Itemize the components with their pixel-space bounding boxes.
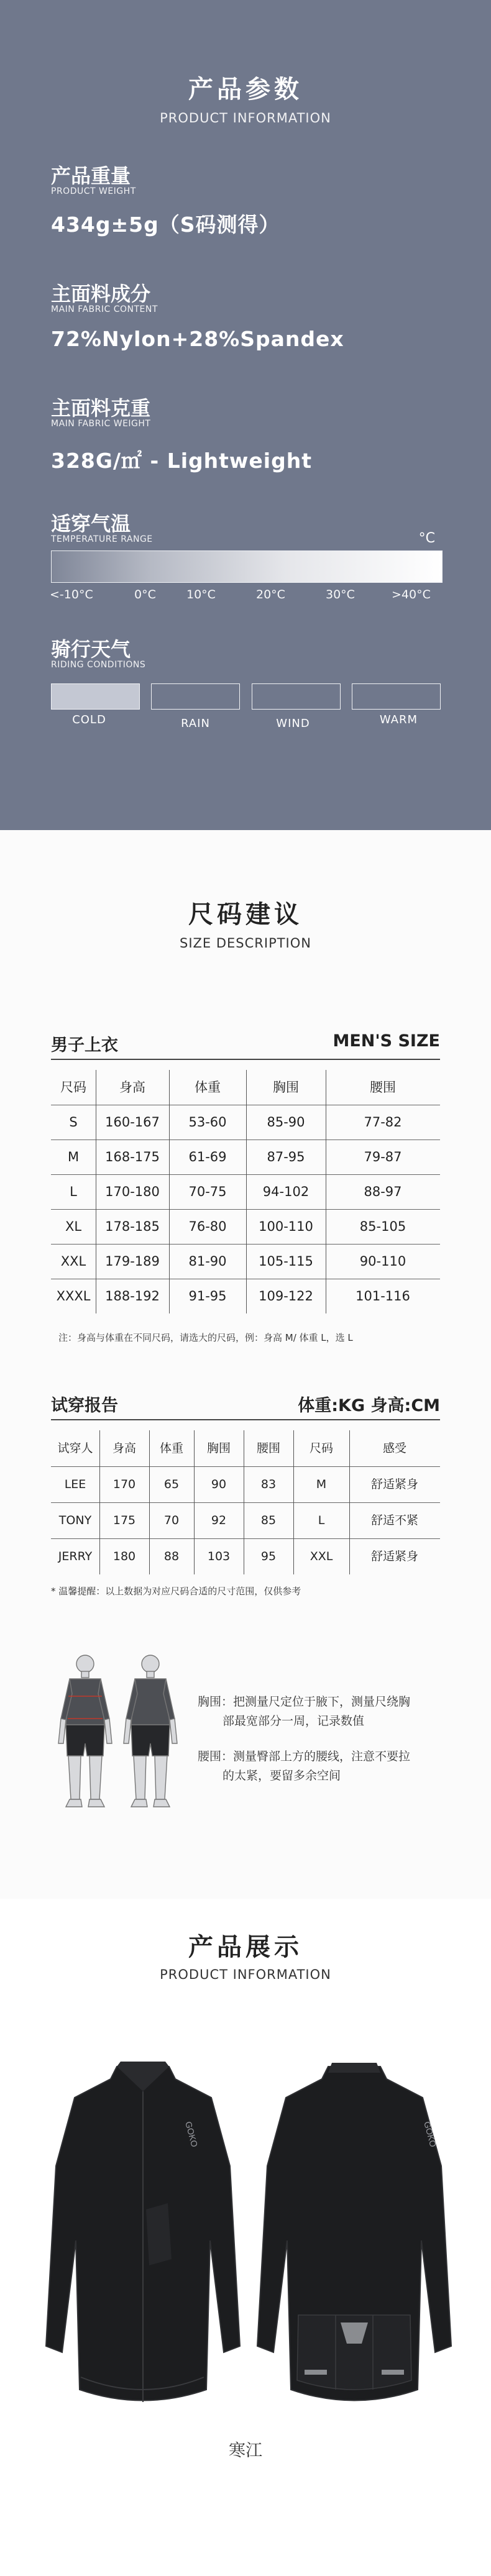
table-cell: 105-115 [259, 1254, 313, 1269]
table-header-cell: 试穿人 [57, 1441, 93, 1455]
table-column-divider [149, 1430, 150, 1574]
table-cell: 109-122 [259, 1289, 313, 1304]
temperature-label: 20°C [256, 588, 285, 601]
temperature-label-cn: 适穿气温 [51, 512, 131, 536]
table-cell: L [70, 1184, 77, 1199]
table-column-divider [293, 1430, 294, 1574]
table-cell: 90 [211, 1478, 227, 1491]
temperature-label: 30°C [326, 588, 355, 601]
table-column-divider [99, 1430, 100, 1574]
table-header-cell: 腰围 [370, 1080, 396, 1095]
riding-label-en: RIDING CONDITIONS [51, 660, 146, 670]
info-title-en: PRODUCT INFORMATION [160, 111, 331, 126]
riding-option-label: WIND [276, 717, 310, 730]
table-header-cell: 身高 [119, 1080, 145, 1095]
table-cell: 103 [207, 1550, 231, 1563]
table-cell: 舒适不紧 [370, 1514, 418, 1527]
table-cell: TONY [58, 1514, 92, 1527]
table-header-cell: 胸围 [206, 1441, 231, 1455]
chest-measure-instruction [198, 1692, 410, 1731]
chest-measure-line: 部最宽部分一周，记录数值 [223, 1714, 365, 1728]
table-header-cell: 尺码 [309, 1441, 333, 1455]
table-cell: 85-105 [359, 1219, 406, 1234]
table-header-cell: 尺码 [60, 1080, 86, 1095]
table-cell: 76-80 [188, 1219, 227, 1234]
temperature-gradient-bar [51, 550, 443, 583]
body-measurement-illustration [51, 1650, 188, 1824]
table-row [51, 1209, 440, 1244]
report-units: 体重:KG 身高:CM [298, 1396, 440, 1415]
table-cell: 168-175 [105, 1149, 160, 1164]
report-note: * 温馨提醒：以上数据为对应尺码合适的尺寸范围，仅供参考 [51, 1586, 301, 1597]
table-cell: M [67, 1149, 80, 1164]
table-header-row [51, 1430, 440, 1466]
table-cell: 175 [112, 1514, 136, 1527]
fabric-label-en: MAIN FABRIC CONTENT [51, 304, 158, 314]
table-column-divider [246, 1070, 247, 1313]
temperature-label: 10°C [186, 588, 216, 601]
table-cell: 88-97 [364, 1184, 402, 1199]
table-cell: XXL [310, 1550, 333, 1563]
table-cell: 170-180 [105, 1184, 160, 1199]
report-title: 试穿报告 [51, 1396, 118, 1415]
table-row [51, 1466, 440, 1502]
table-cell: 91-95 [188, 1289, 227, 1304]
table-header-cell: 胸围 [273, 1080, 299, 1095]
table-cell: 舒适紧身 [370, 1478, 418, 1491]
table-row [51, 1279, 440, 1313]
table-row-divider [51, 1538, 440, 1539]
table-cell: 179-189 [105, 1254, 160, 1269]
table-row-divider [51, 1244, 440, 1245]
table-cell: 87-95 [267, 1149, 305, 1164]
size-title-en: SIZE DESCRIPTION [180, 936, 311, 951]
mens-table-title-en: MEN'S SIZE [333, 1031, 440, 1051]
table-cell: XXXL [56, 1289, 91, 1304]
riding-option-label: RAIN [181, 717, 210, 730]
table-cell: JERRY [58, 1550, 93, 1563]
weight-value: 434g±5g（S码测得） [51, 212, 280, 237]
chest-measure-line: 胸围：把测量尺定位于腋下，测量尺绕胸 [198, 1695, 411, 1709]
table-row [51, 1244, 440, 1279]
table-row [51, 1502, 440, 1538]
table-cell: S [69, 1115, 78, 1130]
table-cell: 70 [163, 1514, 180, 1527]
riding-option-label: WARM [379, 713, 418, 726]
table-cell: 61-69 [188, 1149, 227, 1164]
brand-mark: GOKO [183, 2120, 200, 2149]
table-cell: 85 [260, 1514, 277, 1527]
brand-mark: GOKO [422, 2120, 439, 2149]
riding-option-rain [151, 683, 240, 710]
table-header-cell: 腰围 [256, 1441, 280, 1455]
mens-table-title-cn: 男子上衣 [51, 1036, 118, 1055]
table-header-cell: 身高 [112, 1441, 136, 1455]
waist-measure-line: 腰围：测量臀部上方的腰线，注意不要拉 [198, 1750, 411, 1763]
table-row-divider [51, 1209, 440, 1210]
table-cell: 100-110 [259, 1219, 313, 1234]
display-title-cn: 产品展示 [188, 1933, 303, 1962]
mens-size-note: 注：身高与体重在不同尺码，请选大的尺码，例：身高 M/ 体重 L，选 L [58, 1332, 353, 1343]
fabric-label-cn: 主面料成分 [51, 282, 151, 306]
size-title-cn: 尺码建议 [188, 900, 303, 929]
temperature-unit: °C [418, 531, 435, 546]
weight-label-en: PRODUCT WEIGHT [51, 186, 136, 196]
table-header-row [51, 1070, 440, 1105]
table-cell: 94-102 [262, 1184, 310, 1199]
fitting-report-table [51, 1430, 440, 1574]
table-row [51, 1174, 440, 1209]
jacket-back-image [255, 2054, 454, 2414]
table-cell: 70-75 [188, 1184, 227, 1199]
table-cell: XL [65, 1219, 82, 1234]
table-header-cell: 体重 [159, 1441, 183, 1455]
fabric-weight-label-en: MAIN FABRIC WEIGHT [51, 419, 151, 429]
divider [51, 1419, 440, 1420]
jacket-front-image [44, 2054, 242, 2414]
temperature-label: 0°C [134, 588, 156, 601]
table-cell: 舒适紧身 [370, 1550, 418, 1563]
riding-option-cold [51, 683, 140, 710]
product-display-section [0, 1899, 491, 2576]
table-cell: 83 [260, 1478, 277, 1491]
info-title-cn: 产品参数 [188, 75, 303, 104]
riding-option-warm [352, 683, 441, 710]
table-cell: 79-87 [364, 1149, 402, 1164]
table-cell: 95 [260, 1550, 277, 1563]
table-cell: 101-116 [356, 1289, 410, 1304]
fabric-weight-value: 328G/㎡ - Lightweight [51, 449, 312, 473]
waist-measure-instruction [198, 1747, 410, 1786]
reflective-strip-icon [382, 2370, 404, 2375]
riding-option-label: COLD [72, 713, 106, 726]
reflective-strip-icon [305, 2370, 327, 2375]
table-cell: 178-185 [105, 1219, 160, 1234]
product-info-section [0, 0, 491, 830]
table-row [51, 1105, 440, 1140]
table-cell: L [318, 1514, 325, 1527]
table-cell: 188-192 [105, 1289, 160, 1304]
table-row [51, 1140, 440, 1174]
table-cell: XXL [60, 1254, 86, 1269]
temperature-label: <-10°C [50, 588, 93, 601]
waist-measure-line: 的太紧，要留多余空间 [223, 1769, 341, 1783]
table-cell: 77-82 [364, 1115, 402, 1130]
table-cell: 170 [112, 1478, 136, 1491]
table-cell: 81-90 [188, 1254, 227, 1269]
table-row [51, 1538, 440, 1574]
table-cell: 65 [163, 1478, 180, 1491]
table-cell: 88 [163, 1550, 180, 1563]
size-section [0, 830, 491, 1899]
product-caption: 寒江 [229, 2441, 262, 2460]
table-cell: 85-90 [267, 1115, 305, 1130]
table-cell: 90-110 [359, 1254, 406, 1269]
mens-size-table [51, 1070, 440, 1313]
table-header-cell: 感受 [382, 1441, 406, 1455]
table-cell: 92 [211, 1514, 227, 1527]
riding-label-cn: 骑行天气 [51, 637, 131, 661]
table-cell: 180 [112, 1550, 136, 1563]
table-column-divider [169, 1070, 170, 1313]
table-cell: 53-60 [188, 1115, 227, 1130]
table-row-divider [51, 1174, 440, 1175]
table-column-divider [349, 1430, 350, 1574]
table-row-divider [51, 1502, 440, 1503]
table-header-cell: 体重 [195, 1080, 221, 1095]
fabric-value: 72%Nylon+28%Spandex [51, 327, 344, 351]
display-title-en: PRODUCT INFORMATION [160, 1967, 331, 1982]
table-cell: M [316, 1478, 327, 1491]
table-column-divider [194, 1430, 195, 1574]
rider-figures-icon [51, 1650, 188, 1824]
divider [51, 1059, 440, 1060]
temperature-label-en: TEMPERATURE RANGE [51, 534, 153, 544]
riding-option-wind [252, 683, 341, 710]
table-cell: LEE [64, 1478, 86, 1491]
weight-label-cn: 产品重量 [51, 164, 131, 188]
fabric-weight-label-cn: 主面料克重 [51, 396, 151, 420]
temperature-label: >40°C [392, 588, 431, 601]
table-cell: 160-167 [105, 1115, 160, 1130]
table-row-divider [51, 1466, 440, 1467]
